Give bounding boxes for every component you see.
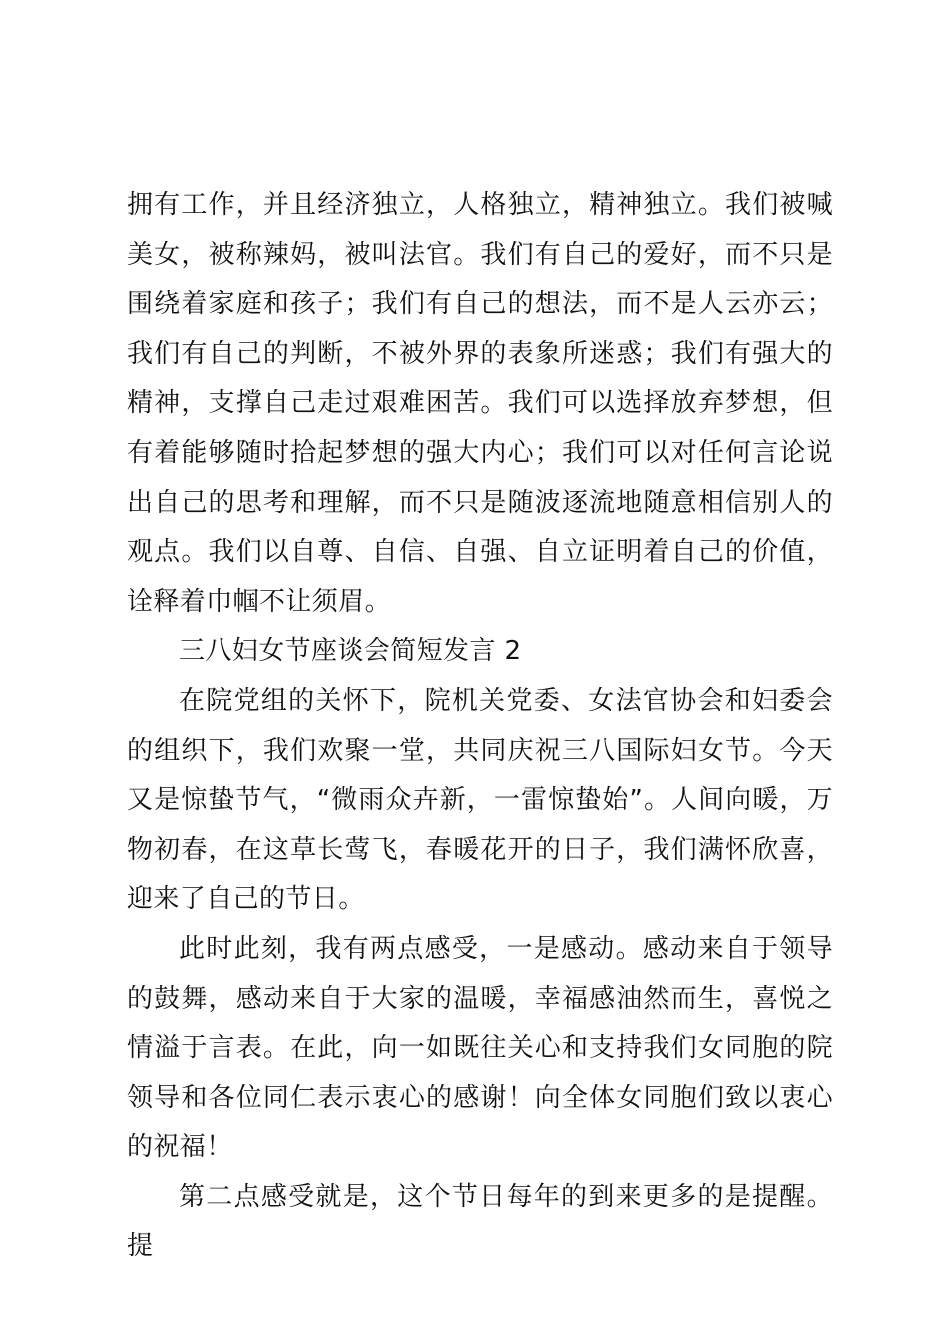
paragraph-second-feeling: 第二点感受就是，这个节日每年的到来更多的是提醒。提: [127, 1181, 833, 1262]
paragraph-intro: 在院党组的关怀下，院机关党委、女法官协会和妇委会的组织下，我们欢聚一堂，共同庆祝三八国际妇女节。今天又是惊蛰节气，“微雨众卉新，一雷惊蛰始”。人间向暖，万物初春，在这草长莺飞，春暖花开的日子，我们满怀欣喜，迎来了自己的节日。: [127, 685, 833, 915]
section-heading: 三八妇女节座谈会简短发言 2: [179, 636, 522, 667]
paragraph-continuation: 拥有工作，并且经济独立，人格独立，精神独立。我们被喊美女，被称辣妈，被叫法官。我们有自己的爱好，而不只是围绕着家庭和孩子；我们有自己的想法，而不是人云亦云；我们有自己的判断，不被外界的表象所迷惑；我们有强大的精神，支撑自己走过艰难困苦。我们可以选择放弃梦想，但有着能够随时拾起梦想的强大内心；我们可以对任何言论说出自己的思考和理解，而不只是随波逐流地随意相信别人的观点。我们以自尊、自信、自强、自立证明着自己的价值，诠释着巾帼不让须眉。: [127, 190, 833, 617]
document-body: [127, 181, 833, 1272]
paragraph-first-feeling: 此时此刻，我有两点感受，一是感动。感动来自于领导的鼓舞，感动来自于大家的温暖，幸福感油然而生，喜悦之情溢于言表。在此，向一如既往关心和支持我们女同胞的院领导和各位同仁表示衷心的感谢！向全体女同胞们致以衷心的祝福！: [127, 933, 833, 1163]
